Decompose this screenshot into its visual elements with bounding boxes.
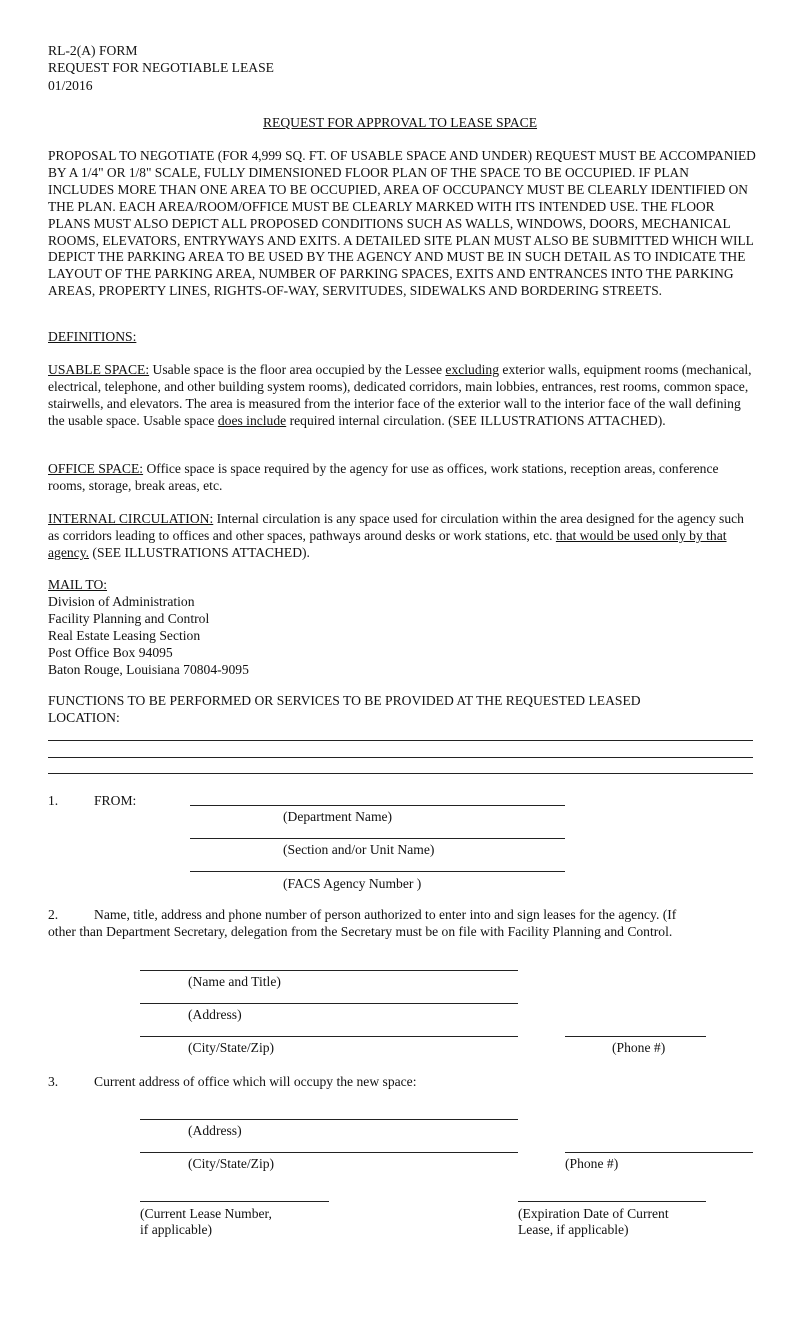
address-field[interactable] bbox=[140, 1003, 518, 1004]
facs-agency-caption: (FACS Agency Number ) bbox=[283, 876, 422, 891]
proposal-paragraph: PROPOSAL TO NEGOTIATE (FOR 4,999 SQ. FT. OF USABLE SPACE AND UNDER) REQUEST MUST BE ACCOMPANIED BY A 1/4" OR 1/8" SCALE, FULLY DIMENSIONED FLOOR PLAN OF THE SPACE TO BE OCCUPIED. IF PLAN INCLUDES MORE THAN ONE AREA TO BE OCCUPIED, AREA OF OCCUPANCY MUST BE CLEARLY IDENTIFIED ON THE PLAN. EACH AREA/ROOM/OFFICE MUST BE CLEARLY MARKED WITH ITS INTENDED USE. THE FLOOR PLANS MUST ALSO DEPICT ALL PROPOSED CONDITIONS SUCH AS WALLS, WINDOWS, DOORS, MECHANICAL ROOMS, ELEVATORS, ENTRYWAYS AND EXITS. A DETAILED SITE PLAN MUST ALSO BE SUBMITTED WHICH WILL DEPICT THE PARKING AREA TO BE USED BY THE AGENCY AND MUST BE IN SUCH DETAIL AS TO INDICATE THE LAYOUT OF THE PARKING AREA, NUMBER OF PARKING SPACES, EXITS AND ENTRANCES INTO THE PARKING AREAS, PROPERTY LINES, RIGHTS-OF-WAY, SERVITUDES, SIDEWALKS AND BORDERING STREETS. bbox=[48, 148, 756, 299]
city-state-zip-field[interactable] bbox=[140, 1036, 518, 1037]
section-unit-field[interactable] bbox=[190, 838, 565, 839]
text: exterior walls, equipment rooms (mechanical, electrical, telephone, and other building system rooms), dedicated corridors, main lobbies, entrances, rest rooms, common space, stairwells, and elevators. The area is measured from the interior face of the exterior wall to the interior face of the wall defining the usable space. Usable space bbox=[48, 362, 752, 428]
internal-circulation-definition bbox=[48, 510, 758, 561]
text: (SEE ILLUSTRATIONS ATTACHED). bbox=[89, 545, 310, 560]
section-unit-caption: (Section and/or Unit Name) bbox=[283, 842, 435, 857]
phone-field[interactable] bbox=[565, 1036, 706, 1037]
functions-label-cont: LOCATION: bbox=[48, 710, 120, 725]
expiration-caption: (Expiration Date of Current bbox=[518, 1206, 669, 1221]
current-address-caption: (Address) bbox=[188, 1123, 242, 1138]
text: Usable space is the floor area occupied by the Lessee bbox=[149, 362, 446, 377]
lease-number-caption-cont: if applicable) bbox=[140, 1222, 213, 1237]
form-date: 01/2016 bbox=[48, 78, 93, 93]
form-id: RL-2(A) FORM bbox=[48, 43, 138, 58]
form-name: REQUEST FOR NEGOTIABLE LEASE bbox=[48, 60, 274, 75]
name-title-field[interactable] bbox=[140, 970, 518, 971]
emphasis: excluding bbox=[445, 362, 500, 377]
current-address-field[interactable] bbox=[140, 1119, 518, 1120]
section-3-number: 3. bbox=[48, 1074, 59, 1089]
term: USABLE SPACE: bbox=[48, 362, 150, 377]
text: Office space is space required by the agency for use as offices, work stations, reception areas, conference rooms, storage, break areas, etc. bbox=[48, 461, 719, 493]
functions-line[interactable] bbox=[48, 773, 753, 774]
functions-line[interactable] bbox=[48, 740, 753, 741]
functions-label: FUNCTIONS TO BE PERFORMED OR SERVICES TO BE PROVIDED AT THE REQUESTED LEASED bbox=[48, 693, 641, 708]
term: OFFICE SPACE: bbox=[48, 461, 144, 476]
phone-caption: (Phone #) bbox=[612, 1040, 666, 1055]
text: required internal circulation. (SEE ILLUSTRATIONS ATTACHED). bbox=[286, 413, 666, 428]
department-name-field[interactable] bbox=[190, 805, 565, 806]
mail-line: Baton Rouge, Louisiana 70804-9095 bbox=[48, 662, 249, 677]
name-title-caption: (Name and Title) bbox=[188, 974, 281, 989]
current-phone-caption: (Phone #) bbox=[565, 1156, 619, 1171]
office-space-definition bbox=[48, 460, 758, 494]
text: Internal circulation is any space used for circulation within the area designed for the agency such as corridors leading to offices and other spaces, pathways around desks or work stations, etc. bbox=[48, 511, 744, 543]
term: INTERNAL CIRCULATION: bbox=[48, 511, 214, 526]
section-3-text: Current address of office which will occupy the new space: bbox=[94, 1074, 417, 1089]
lease-number-caption: (Current Lease Number, bbox=[140, 1206, 272, 1221]
mail-line: Facility Planning and Control bbox=[48, 611, 210, 626]
page-title: REQUEST FOR APPROVAL TO LEASE SPACE bbox=[262, 115, 538, 130]
city-state-zip-caption: (City/State/Zip) bbox=[188, 1040, 275, 1055]
expiration-caption-cont: Lease, if applicable) bbox=[518, 1222, 629, 1237]
from-label: FROM: bbox=[94, 793, 137, 808]
expiration-date-field[interactable] bbox=[518, 1201, 706, 1202]
mail-to-heading: MAIL TO: bbox=[48, 577, 108, 592]
mail-line: Post Office Box 94095 bbox=[48, 645, 173, 660]
usable-space-definition bbox=[48, 361, 758, 429]
department-name-caption: (Department Name) bbox=[283, 809, 393, 824]
facs-agency-field[interactable] bbox=[190, 871, 565, 872]
current-city-state-zip-field[interactable] bbox=[140, 1152, 518, 1153]
section-1-number: 1. bbox=[48, 793, 59, 808]
mail-line: Real Estate Leasing Section bbox=[48, 628, 201, 643]
definitions-heading: DEFINITIONS: bbox=[48, 329, 137, 344]
functions-line[interactable] bbox=[48, 757, 753, 758]
section-2-text: Name, title, address and phone number of person authorized to enter into and sign leases for the agency. (If bbox=[94, 907, 677, 922]
current-lease-number-field[interactable] bbox=[140, 1201, 329, 1202]
emphasis: does include bbox=[217, 413, 287, 428]
section-2-number: 2. bbox=[48, 907, 59, 922]
emphasis: that would be used only by that agency. bbox=[48, 528, 727, 560]
address-caption: (Address) bbox=[188, 1007, 242, 1022]
section-2-text-cont: other than Department Secretary, delegation from the Secretary must be on file with Facility Planning and Control. bbox=[48, 924, 673, 939]
current-city-state-zip-caption: (City/State/Zip) bbox=[188, 1156, 275, 1171]
current-phone-field[interactable] bbox=[565, 1152, 753, 1153]
mail-line: Division of Administration bbox=[48, 594, 195, 609]
